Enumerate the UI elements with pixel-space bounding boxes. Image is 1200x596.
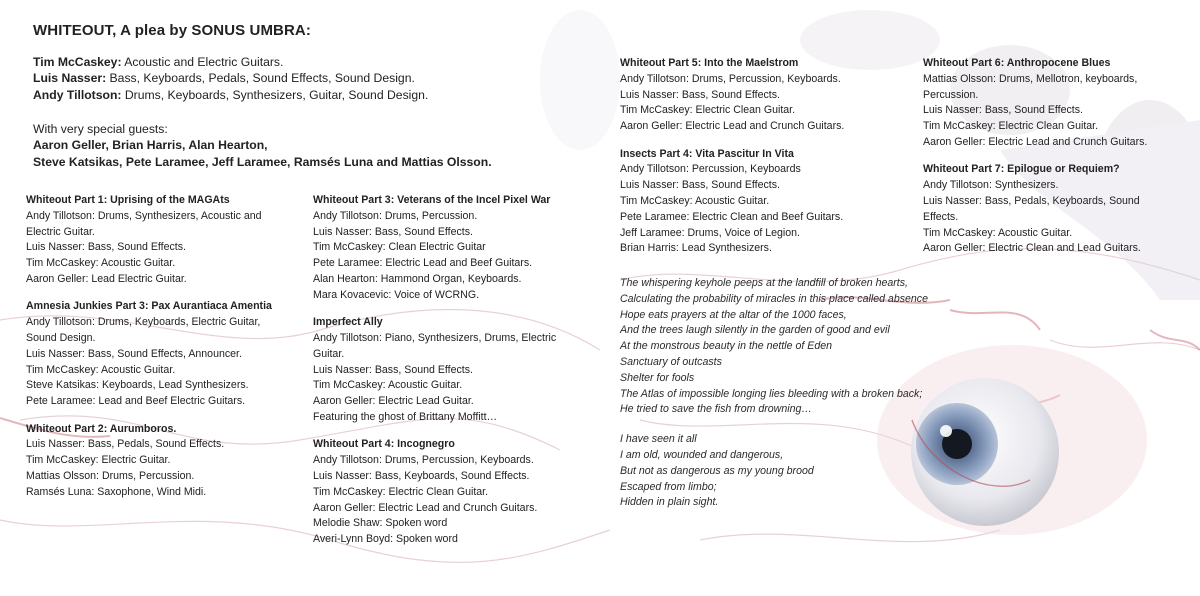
track-credit-line: Tim McCaskey: Clean Electric Guitar (313, 241, 486, 254)
track-credit-line: Luis Nasser: Bass, Sound Effects. (923, 104, 1083, 117)
track-credit-line: Luis Nasser: Bass, Pedals, Sound Effects. (26, 438, 225, 451)
track-credit-line: Andy Tillotson: Drums, Synthesizers, Acoustic and (26, 209, 262, 222)
poem-line: At the monstrous beauty in the nettle of Eden (620, 340, 833, 353)
track-credit-line: Alan Hearton: Hammond Organ, Keyboards. (313, 272, 522, 285)
track-credit-line: Tim McCaskey: Acoustic Guitar. (26, 257, 176, 270)
credit-roles: Bass, Keyboards, Pedals, Sound Effects, Sound Design. (106, 71, 415, 86)
track-credit-line: Steve Katsikas: Keyboards, Lead Synthesizers. (26, 379, 249, 392)
poem-line: The whispering keyhole peeps at the landfill of broken hearts, (620, 277, 908, 289)
poem-line: Calculating the probability of miracles in this place called absence (620, 292, 928, 305)
poem-line: He tried to save the fish from drowning… (620, 403, 812, 416)
credit-roles: Acoustic and Electric Guitars. (121, 55, 284, 69)
track-credit-line: Andy Tillotson: Drums, Keyboards, Electric Guitar, (26, 316, 261, 329)
track-credit-line: Effects. (923, 210, 959, 223)
track-title: Whiteout Part 4: Incognegro (313, 438, 455, 451)
track-credit-line: Andy Tillotson: Percussion, Keyboards (620, 163, 801, 176)
track-credit-line: Tim McCaskey: Acoustic Guitar. (26, 363, 176, 376)
page-title: WHITEOUT, A plea by SONUS UMBRA: (33, 22, 311, 39)
track-credit-line: Aaron Geller: Electric Lead and Crunch Guitars. (923, 135, 1148, 148)
track-credit-line: Luis Nasser: Bass, Sound Effects. (620, 179, 780, 192)
track-credit-line: Tim McCaskey: Electric Clean Guitar. (313, 485, 489, 498)
credit-roles: Drums, Keyboards, Synthesizers, Guitar, Sound Design. (121, 87, 429, 102)
track-section (620, 56, 900, 135)
track-credit-line: Tim McCaskey: Acoustic Guitar. (923, 226, 1073, 239)
track-title: Whiteout Part 2: Aurumboros. (26, 422, 177, 435)
track-section (26, 193, 288, 288)
track-credit-line: Percussion. (923, 88, 979, 101)
track-credit-line: Pete Laramee: Electric Clean and Beef Guitars. (620, 210, 844, 223)
track-section (313, 437, 575, 548)
track-credit-line: Luis Nasser: Bass, Sound Effects. (620, 88, 780, 101)
guests-intro: With very special guests: (33, 122, 168, 136)
track-title: Whiteout Part 1: Uprising of the MAGAts (26, 194, 230, 206)
track-credit-line: Tim McCaskey: Acoustic Guitar. (313, 379, 463, 392)
track-credit-line: Tim McCaskey: Electric Clean Guitar. (620, 104, 796, 117)
poem-line: Sanctuary of outcasts (620, 355, 722, 368)
track-column-4 (923, 56, 1173, 269)
track-credit-line: Pete Laramee: Lead and Beef Electric Guitars. (26, 395, 246, 408)
track-credit-line: Andy Tillotson: Piano, Synthesizers, Drums, Electric (313, 331, 557, 344)
track-credit-line: Featuring the ghost of Brittany Moffitt… (313, 410, 498, 423)
track-column-2 (313, 193, 575, 560)
track-column-1 (26, 193, 288, 512)
track-credit-line: Luis Nasser: Bass, Sound Effects, Announcer. (26, 347, 242, 360)
track-credit-line: Brian Harris: Lead Synthesizers. (620, 242, 772, 255)
track-title: Insects Part 4: Vita Pascitur In Vita (620, 147, 794, 160)
special-guests (33, 121, 492, 170)
track-credit-line: Pete Laramee: Electric Lead and Beef Guitars. (313, 257, 533, 270)
track-credit-line: Guitar. (313, 347, 345, 360)
guests-line: Aaron Geller, Brian Harris, Alan Hearton, (33, 138, 268, 153)
track-credit-line: Aaron Geller: Electric Lead and Crunch Guitars. (620, 120, 845, 133)
track-column-3 (620, 56, 900, 269)
track-section (26, 299, 288, 410)
guests-line: Steve Katsikas, Pete Laramee, Jeff Laramee, Ramsés Luna and Mattias Olsson. (33, 154, 492, 169)
track-credit-line: Jeff Laramee: Drums, Voice of Legion. (620, 226, 800, 239)
credit-name: Tim McCaskey: (33, 55, 122, 69)
poem-line: Escaped from limbo; (620, 480, 717, 493)
track-section (923, 56, 1173, 151)
track-credit-line: Andy Tillotson: Drums, Percussion, Keyboards. (620, 72, 841, 85)
track-title: Whiteout Part 5: Into the Maelstrom (620, 57, 799, 69)
track-credit-line: Aaron Geller: Electric Clean and Lead Guitars. (923, 242, 1141, 255)
track-credit-line: Andy Tillotson: Drums, Percussion. (313, 209, 478, 222)
track-credit-line: Aaron Geller: Electric Lead and Crunch Guitars. (313, 501, 538, 514)
poem-line: Shelter for fools (620, 371, 695, 384)
track-section (26, 422, 288, 501)
track-title: Imperfect Ally (313, 316, 383, 329)
track-credit-line: Tim McCaskey: Electric Clean Guitar. (923, 120, 1099, 133)
track-credit-line: Ramsés Luna: Saxophone, Wind Midi. (26, 485, 207, 498)
poem-line: But not as dangerous as my young brood (620, 464, 814, 477)
poem-line: Hope eats prayers at the altar of the 1000 faces, (620, 308, 847, 321)
track-title: Whiteout Part 7: Epilogue or Requiem? (923, 163, 1120, 176)
poem-line: Hidden in plain sight. (620, 496, 719, 509)
band-credits (33, 54, 428, 103)
track-section (923, 162, 1173, 257)
track-credit-line: Luis Nasser: Bass, Sound Effects. (26, 241, 186, 254)
track-credit-line: Tim McCaskey: Acoustic Guitar. (620, 194, 770, 207)
track-credit-line: Mara Kovacevic: Voice of WCRNG. (313, 288, 480, 301)
poem (620, 276, 928, 525)
credit-line (33, 54, 428, 70)
poem-line: The Atlas of impossible longing lies bleeding with a broken back; (620, 387, 923, 400)
track-credit-line: Luis Nasser: Bass, Sound Effects. (313, 225, 473, 238)
track-title: Amnesia Junkies Part 3: Pax Aurantiaca Amentia (26, 300, 272, 313)
track-credit-line: Mattias Olsson: Drums, Percussion. (26, 469, 195, 482)
track-credit-line: Tim McCaskey: Electric Guitar. (26, 454, 171, 467)
track-credit-line: Averi-Lynn Boyd: Spoken word (313, 533, 458, 546)
track-credit-line: Melodie Shaw: Spoken word (313, 517, 448, 530)
track-credit-line: Luis Nasser: Bass, Pedals, Keyboards, Sound (923, 194, 1140, 207)
track-credit-line: Luis Nasser: Bass, Keyboards, Sound Effects. (313, 469, 530, 482)
track-credit-line: Aaron Geller: Electric Lead Guitar. (313, 395, 474, 408)
credit-name: Andy Tillotson: (33, 87, 122, 102)
track-section (313, 193, 575, 304)
track-title: Whiteout Part 6: Anthropocene Blues (923, 57, 1111, 69)
track-credit-line: Andy Tillotson: Drums, Percussion, Keyboards. (313, 454, 534, 467)
credit-name: Luis Nasser: (33, 71, 107, 86)
track-section (313, 315, 575, 426)
track-credit-line: Mattias Olsson: Drums, Mellotron, keyboards, (923, 72, 1138, 85)
poem-stanza-1 (620, 276, 928, 418)
poem-line: I have seen it all (620, 433, 697, 446)
credit-line (33, 70, 428, 86)
track-credit-line: Aaron Geller: Lead Electric Guitar. (26, 272, 187, 285)
track-section (620, 147, 900, 258)
track-credit-line: Andy Tillotson: Synthesizers. (923, 179, 1059, 192)
track-credit-line: Electric Guitar. (26, 225, 95, 238)
credit-line (33, 87, 428, 103)
poem-line: I am old, wounded and dangerous, (620, 448, 784, 461)
track-credit-line: Luis Nasser: Bass, Sound Effects. (313, 363, 473, 376)
track-title: Whiteout Part 3: Veterans of the Incel Pixel War (313, 194, 551, 206)
track-credit-line: Sound Design. (26, 331, 96, 344)
poem-stanza-2 (620, 432, 928, 511)
poem-line: And the trees laugh silently in the garden of good and evil (620, 324, 890, 337)
